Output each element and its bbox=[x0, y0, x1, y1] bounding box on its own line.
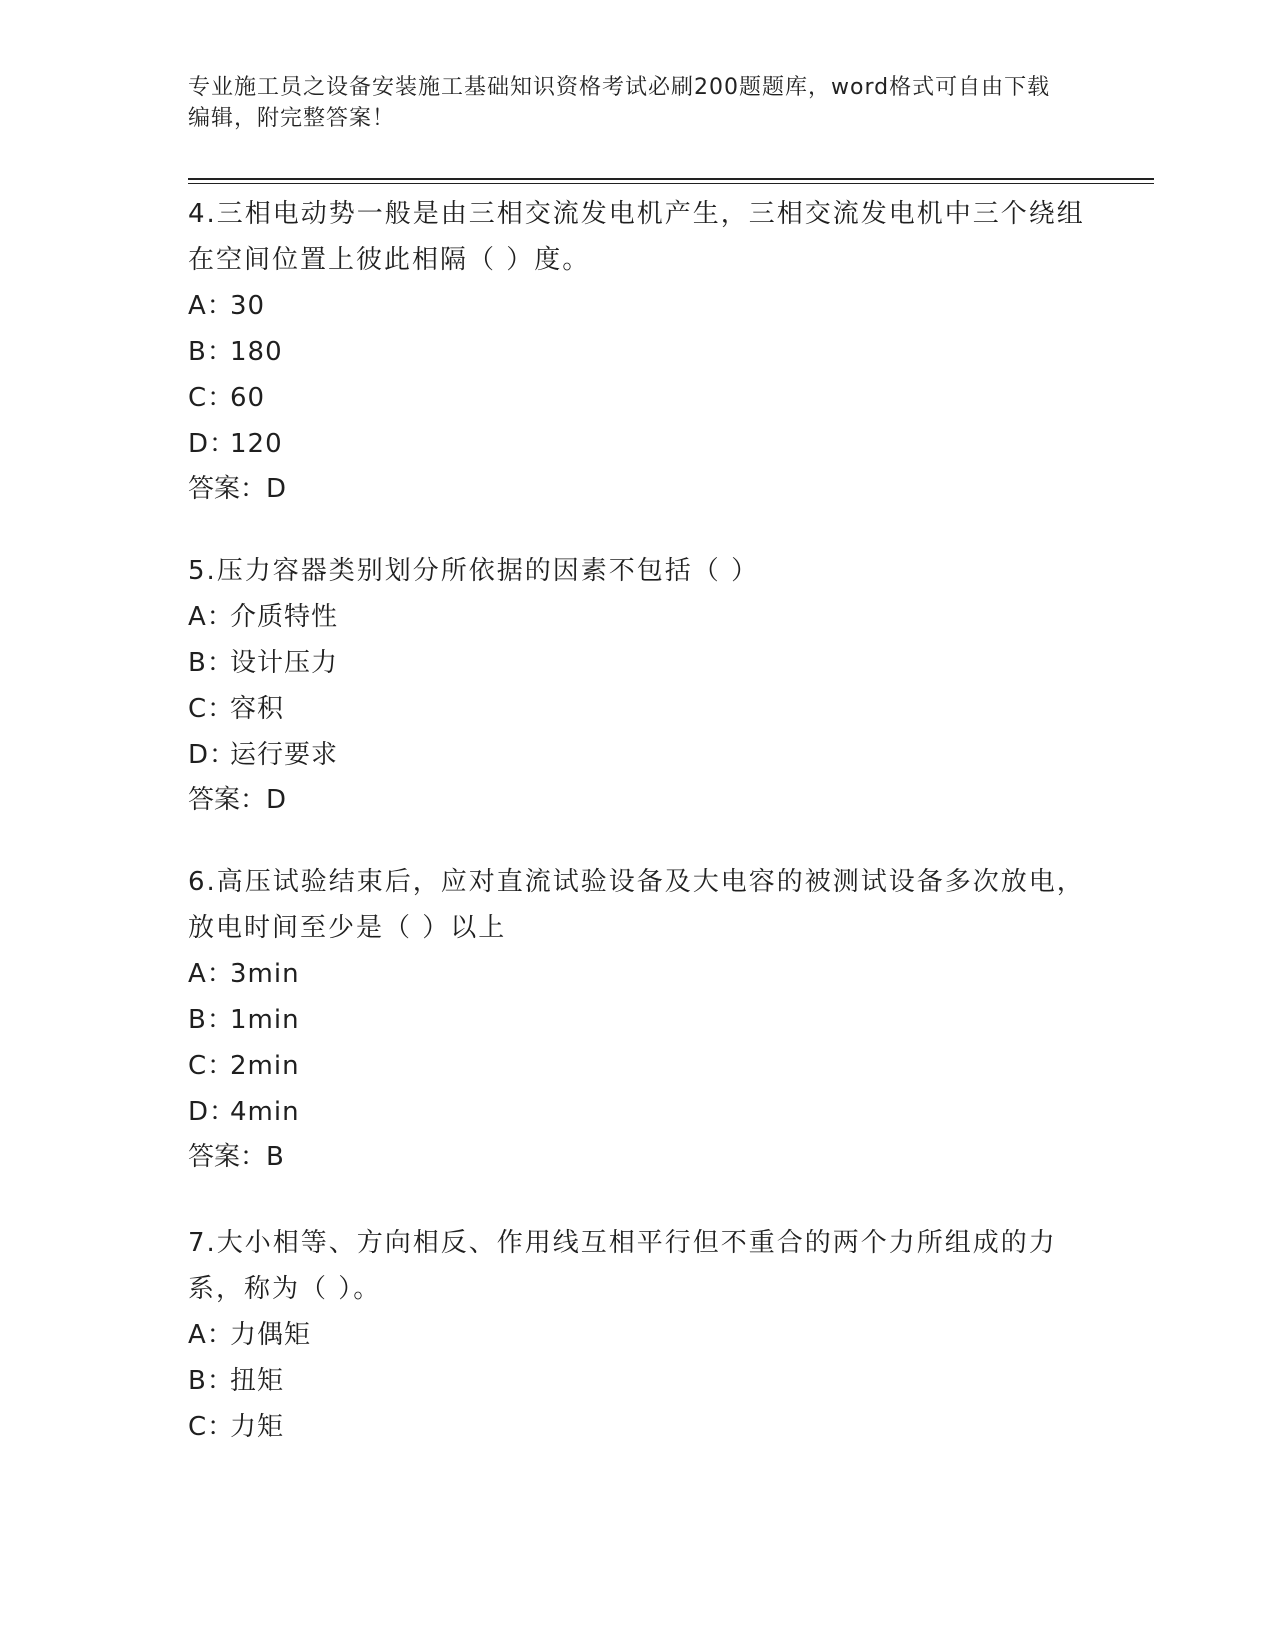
option-key: A： bbox=[188, 959, 234, 989]
option-text: 1min bbox=[230, 1005, 300, 1035]
answer-line: 答案：D bbox=[188, 474, 287, 504]
option-text: 2min bbox=[230, 1051, 300, 1081]
option-key: A： bbox=[188, 291, 234, 321]
answer-line: 答案：B bbox=[188, 1142, 284, 1172]
option-d bbox=[188, 732, 1088, 778]
option-a bbox=[188, 951, 1088, 997]
option-key: D： bbox=[188, 1097, 237, 1127]
option-d bbox=[188, 421, 1088, 467]
option-key: B： bbox=[188, 1366, 234, 1396]
question-stem: 7.大小相等、方向相反、作用线互相平行但不重合的两个力所组成的力系，称为（ ）。 bbox=[188, 1228, 1057, 1304]
option-text: 180 bbox=[230, 337, 283, 367]
option-b bbox=[188, 640, 1088, 686]
option-key: D： bbox=[188, 429, 237, 459]
option-text: 设计压力 bbox=[230, 648, 339, 678]
option-a bbox=[188, 283, 1088, 329]
document-title: 专业施工员之设备安装施工基础知识资格考试必刷200题题库，word格式可自由下载编辑，附完整答案！ bbox=[188, 75, 1051, 131]
option-b bbox=[188, 1358, 1088, 1404]
question-stem: 5.压力容器类别划分所依据的因素不包括（ ） bbox=[188, 556, 760, 586]
title-divider-thin bbox=[188, 183, 1154, 184]
option-b bbox=[188, 329, 1088, 375]
option-text: 3min bbox=[230, 959, 300, 989]
option-text: 120 bbox=[230, 429, 283, 459]
option-key: B： bbox=[188, 337, 234, 367]
option-text: 扭矩 bbox=[230, 1366, 285, 1396]
option-key: A： bbox=[188, 1320, 234, 1350]
option-text: 4min bbox=[230, 1097, 300, 1127]
option-a bbox=[188, 1312, 1088, 1358]
question-stem: 4.三相电动势一般是由三相交流发电机产生，三相交流发电机中三个绕组在空间位置上彼此相隔（ ）度。 bbox=[188, 199, 1085, 275]
option-a bbox=[188, 594, 1088, 640]
option-text: 容积 bbox=[230, 694, 285, 724]
question-stem: 6.高压试验结束后，应对直流试验设备及大电容的被测试设备多次放电，放电时间至少是（ ）以上 bbox=[188, 867, 1085, 943]
option-text: 力偶矩 bbox=[230, 1320, 312, 1350]
option-c bbox=[188, 375, 1088, 421]
question-6 bbox=[188, 859, 1088, 1179]
answer-line: 答案：D bbox=[188, 785, 287, 815]
option-d bbox=[188, 1089, 1088, 1135]
option-key: C： bbox=[188, 1412, 235, 1442]
option-text: 运行要求 bbox=[230, 740, 339, 770]
option-c bbox=[188, 1404, 1088, 1450]
option-key: A： bbox=[188, 602, 234, 632]
option-key: B： bbox=[188, 648, 234, 678]
option-key: C： bbox=[188, 694, 235, 724]
option-key: C： bbox=[188, 1051, 235, 1081]
title-divider-thick bbox=[188, 178, 1154, 180]
question-7 bbox=[188, 1220, 1088, 1450]
option-text: 60 bbox=[230, 383, 266, 413]
option-c bbox=[188, 1043, 1088, 1089]
option-b bbox=[188, 997, 1088, 1043]
option-text: 力矩 bbox=[230, 1412, 285, 1442]
question-4 bbox=[188, 191, 1088, 511]
question-5 bbox=[188, 548, 1088, 822]
option-key: B： bbox=[188, 1005, 234, 1035]
option-c bbox=[188, 686, 1088, 732]
option-text: 30 bbox=[230, 291, 266, 321]
option-key: D： bbox=[188, 740, 237, 770]
option-key: C： bbox=[188, 383, 235, 413]
option-text: 介质特性 bbox=[230, 602, 339, 632]
